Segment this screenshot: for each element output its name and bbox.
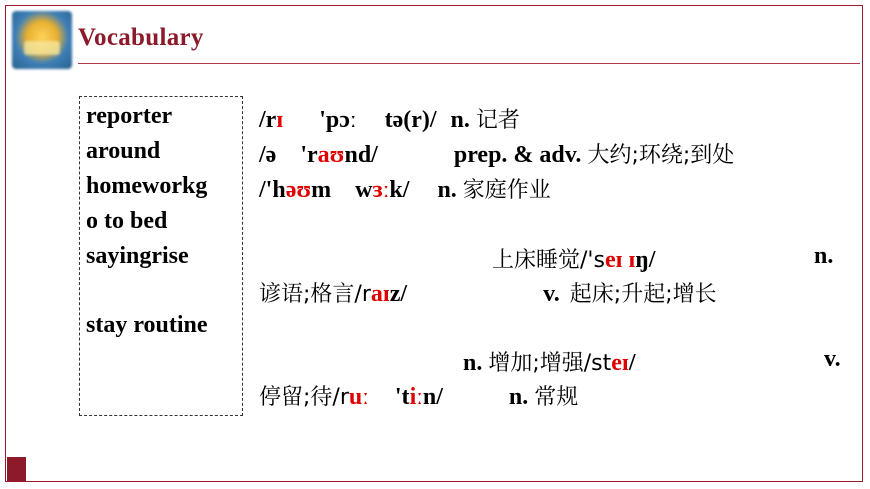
page-title: Vocabulary <box>78 24 204 51</box>
phonetic-line-6-pos: v. <box>824 346 841 372</box>
title-divider <box>78 63 860 64</box>
word-item: homeworkg <box>86 173 208 199</box>
phonetic-line-2: /ə 'raʊnd/ prep. & adv. 大约;环绕;到处 <box>259 142 735 168</box>
word-item: o to bed <box>86 208 168 234</box>
phonetic-line-3: /'həʊm wɜːk/ n. 家庭作业 <box>259 177 551 203</box>
phonetic-line-4-pos: n. <box>814 243 834 269</box>
phonetic-line-4: 上床睡觉/'seɪ ɪŋ/ <box>492 247 656 273</box>
word-item: around <box>86 138 161 164</box>
word-item: stay routine <box>86 312 208 338</box>
word-item: reporter <box>86 103 173 129</box>
phonetic-line-6: n. 增加;增强/steɪ/ <box>463 350 636 376</box>
phonetic-line-5: 谚语;格言/raɪz/ v. 起床;升起;增长 <box>259 281 717 307</box>
school-logo <box>12 11 72 69</box>
corner-accent <box>7 457 26 481</box>
phonetic-line-1: /rɪ 'pɔː tə(r)/ n. 记者 <box>259 107 520 133</box>
phonetic-line-7: 停留;待/ruː 'tiːn/ n. 常规 <box>259 384 579 410</box>
word-item: sayingrise <box>86 243 189 269</box>
